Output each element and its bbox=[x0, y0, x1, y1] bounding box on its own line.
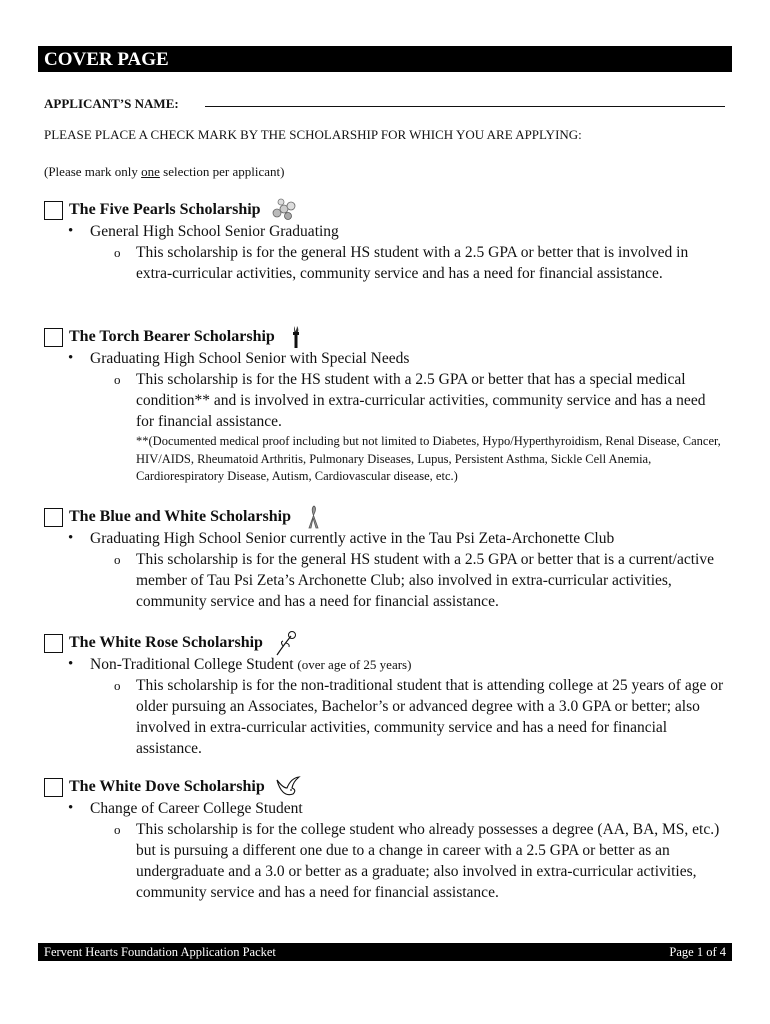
list-item: • Graduating High School Senior with Special Needs bbox=[44, 348, 734, 369]
pearls-icon bbox=[269, 197, 299, 223]
page-title: COVER PAGE bbox=[38, 46, 732, 72]
scholarship-description: o This scholarship is for the HS student with a 2.5 GPA or better that has a special medical condition** and is involved in extra-curricular activities, community service and has a need for financial assistance. bbox=[114, 371, 706, 430]
applicant-name-field[interactable] bbox=[205, 106, 725, 107]
ribbon-icon bbox=[299, 504, 329, 530]
scholarship-white-rose bbox=[44, 632, 734, 759]
checkbox-blue-white[interactable] bbox=[44, 508, 63, 527]
scholarship-title: The Five Pearls Scholarship bbox=[69, 201, 261, 218]
applicant-name-label: APPLICANT’S NAME: bbox=[44, 96, 179, 111]
footer-title: Fervent Hearts Foundation Application Packet bbox=[44, 945, 276, 959]
list-item: • General High School Senior Graduating bbox=[44, 221, 734, 242]
scholarship-description: o This scholarship is for the general HS student with a 2.5 GPA or better that is involved in extra-curricular activities, community service and has a need for financial assistance. bbox=[114, 244, 689, 282]
scholarship-blue-white bbox=[44, 506, 734, 612]
medical-footnote: **(Documented medical proof including but not limited to Diabetes, Hypo/Hyperthyroidism, Renal Disease, Cancer, HIV/AIDS, Rheumatoid Arthritis, Pulmonary Diseases, Lupus, Persistent Asthma, Sickle Cell Anemia, Cardiorespiratory Disease, Autism, Cardiovascular disease, etc.) bbox=[136, 434, 721, 483]
checkbox-white-dove[interactable] bbox=[44, 778, 63, 797]
checkbox-torch-bearer[interactable] bbox=[44, 328, 63, 347]
instruction-text: PLEASE PLACE A CHECK MARK BY THE SCHOLARSHIP FOR WHICH YOU ARE APPLYING: bbox=[44, 127, 582, 142]
rose-icon bbox=[271, 630, 301, 656]
checkbox-five-pearls[interactable] bbox=[44, 201, 63, 220]
list-item: • Non-Traditional College Student (over age of 25 years) bbox=[44, 654, 734, 675]
scholarship-title: The Torch Bearer Scholarship bbox=[69, 328, 275, 345]
scholarship-title: The Blue and White Scholarship bbox=[69, 508, 291, 525]
scholarship-title: The White Dove Scholarship bbox=[69, 778, 265, 795]
dove-icon bbox=[273, 774, 303, 800]
scholarship-five-pearls bbox=[44, 199, 734, 284]
torch-icon bbox=[283, 324, 313, 350]
scholarship-title: The White Rose Scholarship bbox=[69, 634, 263, 651]
scholarship-white-dove bbox=[44, 776, 734, 903]
list-item: • Graduating High School Senior currently active in the Tau Psi Zeta-Archonette Club bbox=[44, 528, 734, 549]
scholarship-description: o This scholarship is for the college student who already possesses a degree (AA, BA, MS, etc.) but is pursuing a different one due to a change in career with a 2.5 GPA or better as an undergraduate and a 3.0 or better as a graduate; also involved in extra-curricular activities, community service and has a need for financial assistance. bbox=[114, 821, 720, 901]
scholarship-description: o This scholarship is for the non-traditional student that is attending college at 25 years of age or older pursuing an Associates, Bachelor’s or advanced degree with a 3.0 GPA or better; also involved in extra-curricular activities, community service and has a need for financial assistance. bbox=[114, 677, 724, 757]
checkbox-white-rose[interactable] bbox=[44, 634, 63, 653]
scholarship-description: o This scholarship is for the general HS student with a 2.5 GPA or better that is a current/active member of Tau Psi Zeta’s Archonette Club; also involved in extra-curricular activities, community service and has a need for financial assistance. bbox=[114, 551, 714, 610]
list-item: • Change of Career College Student bbox=[44, 798, 734, 819]
scholarship-torch-bearer bbox=[44, 326, 734, 486]
selection-note: (Please mark only one selection per applicant) bbox=[44, 164, 285, 179]
page-number: Page 1 of 4 bbox=[669, 945, 726, 959]
footer bbox=[38, 943, 732, 961]
